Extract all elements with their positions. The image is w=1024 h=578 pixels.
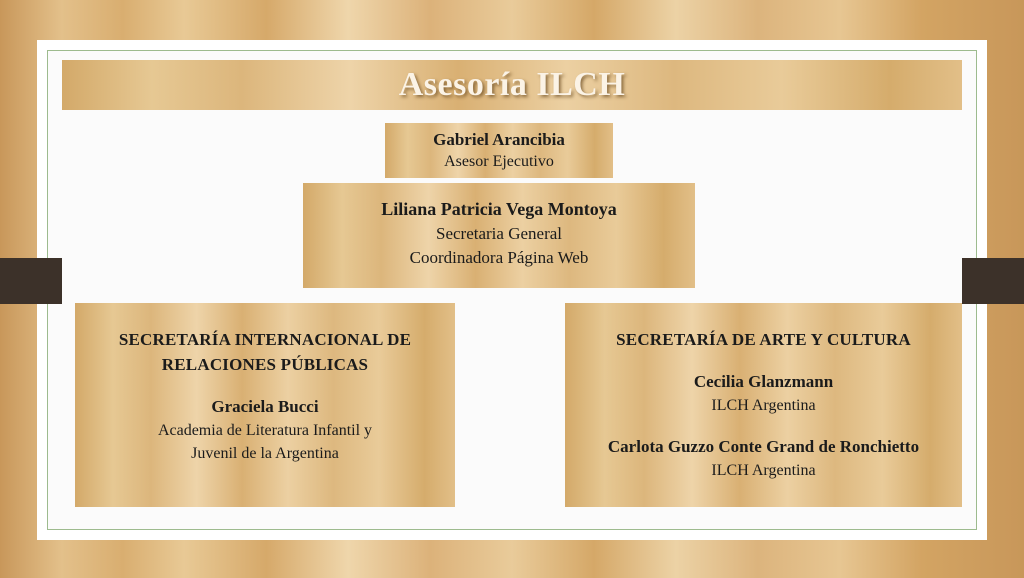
department-title-line-1: SECRETARÍA INTERNACIONAL DE (118, 330, 412, 349)
secretary-general-role-2: Coordinadora Página Web (409, 248, 589, 267)
card-executive-advisor (385, 123, 613, 178)
member-name: Graciela Bucci (211, 397, 319, 416)
secretary-general-name: Liliana Patricia Vega Montoya (381, 199, 617, 219)
member-name: Carlota Guzzo Conte Grand de Ronchietto (607, 437, 920, 456)
list-item (75, 395, 455, 465)
department-title-line-2: RELACIONES PÚBLICAS (161, 355, 369, 374)
secretary-general-role-1: Secretaria General (436, 224, 562, 243)
list-item (565, 435, 962, 482)
executive-name: Gabriel Arancibia (433, 130, 565, 149)
card-department-art-and-culture (565, 303, 962, 507)
member-org-line-1: ILCH Argentina (711, 462, 816, 479)
member-org-line-2: Juvenil de la Argentina (191, 445, 339, 462)
page-title: Asesoría ILCH (398, 66, 626, 103)
department-title-line-1: SECRETARÍA DE ARTE Y CULTURA (616, 330, 911, 349)
card-department-international-public-relations (75, 303, 455, 507)
card-secretary-general (303, 183, 695, 288)
list-item (565, 370, 962, 417)
member-name: Cecilia Glanzmann (693, 372, 834, 391)
executive-role: Asesor Ejecutivo (444, 153, 554, 170)
member-org-line-1: ILCH Argentina (711, 397, 816, 414)
member-org-line-1: Academia de Literatura Infantil y (157, 422, 373, 439)
ribbon-tab-left (0, 258, 62, 304)
ribbon-tab-right (962, 258, 1024, 304)
slide-title-banner (62, 60, 962, 110)
